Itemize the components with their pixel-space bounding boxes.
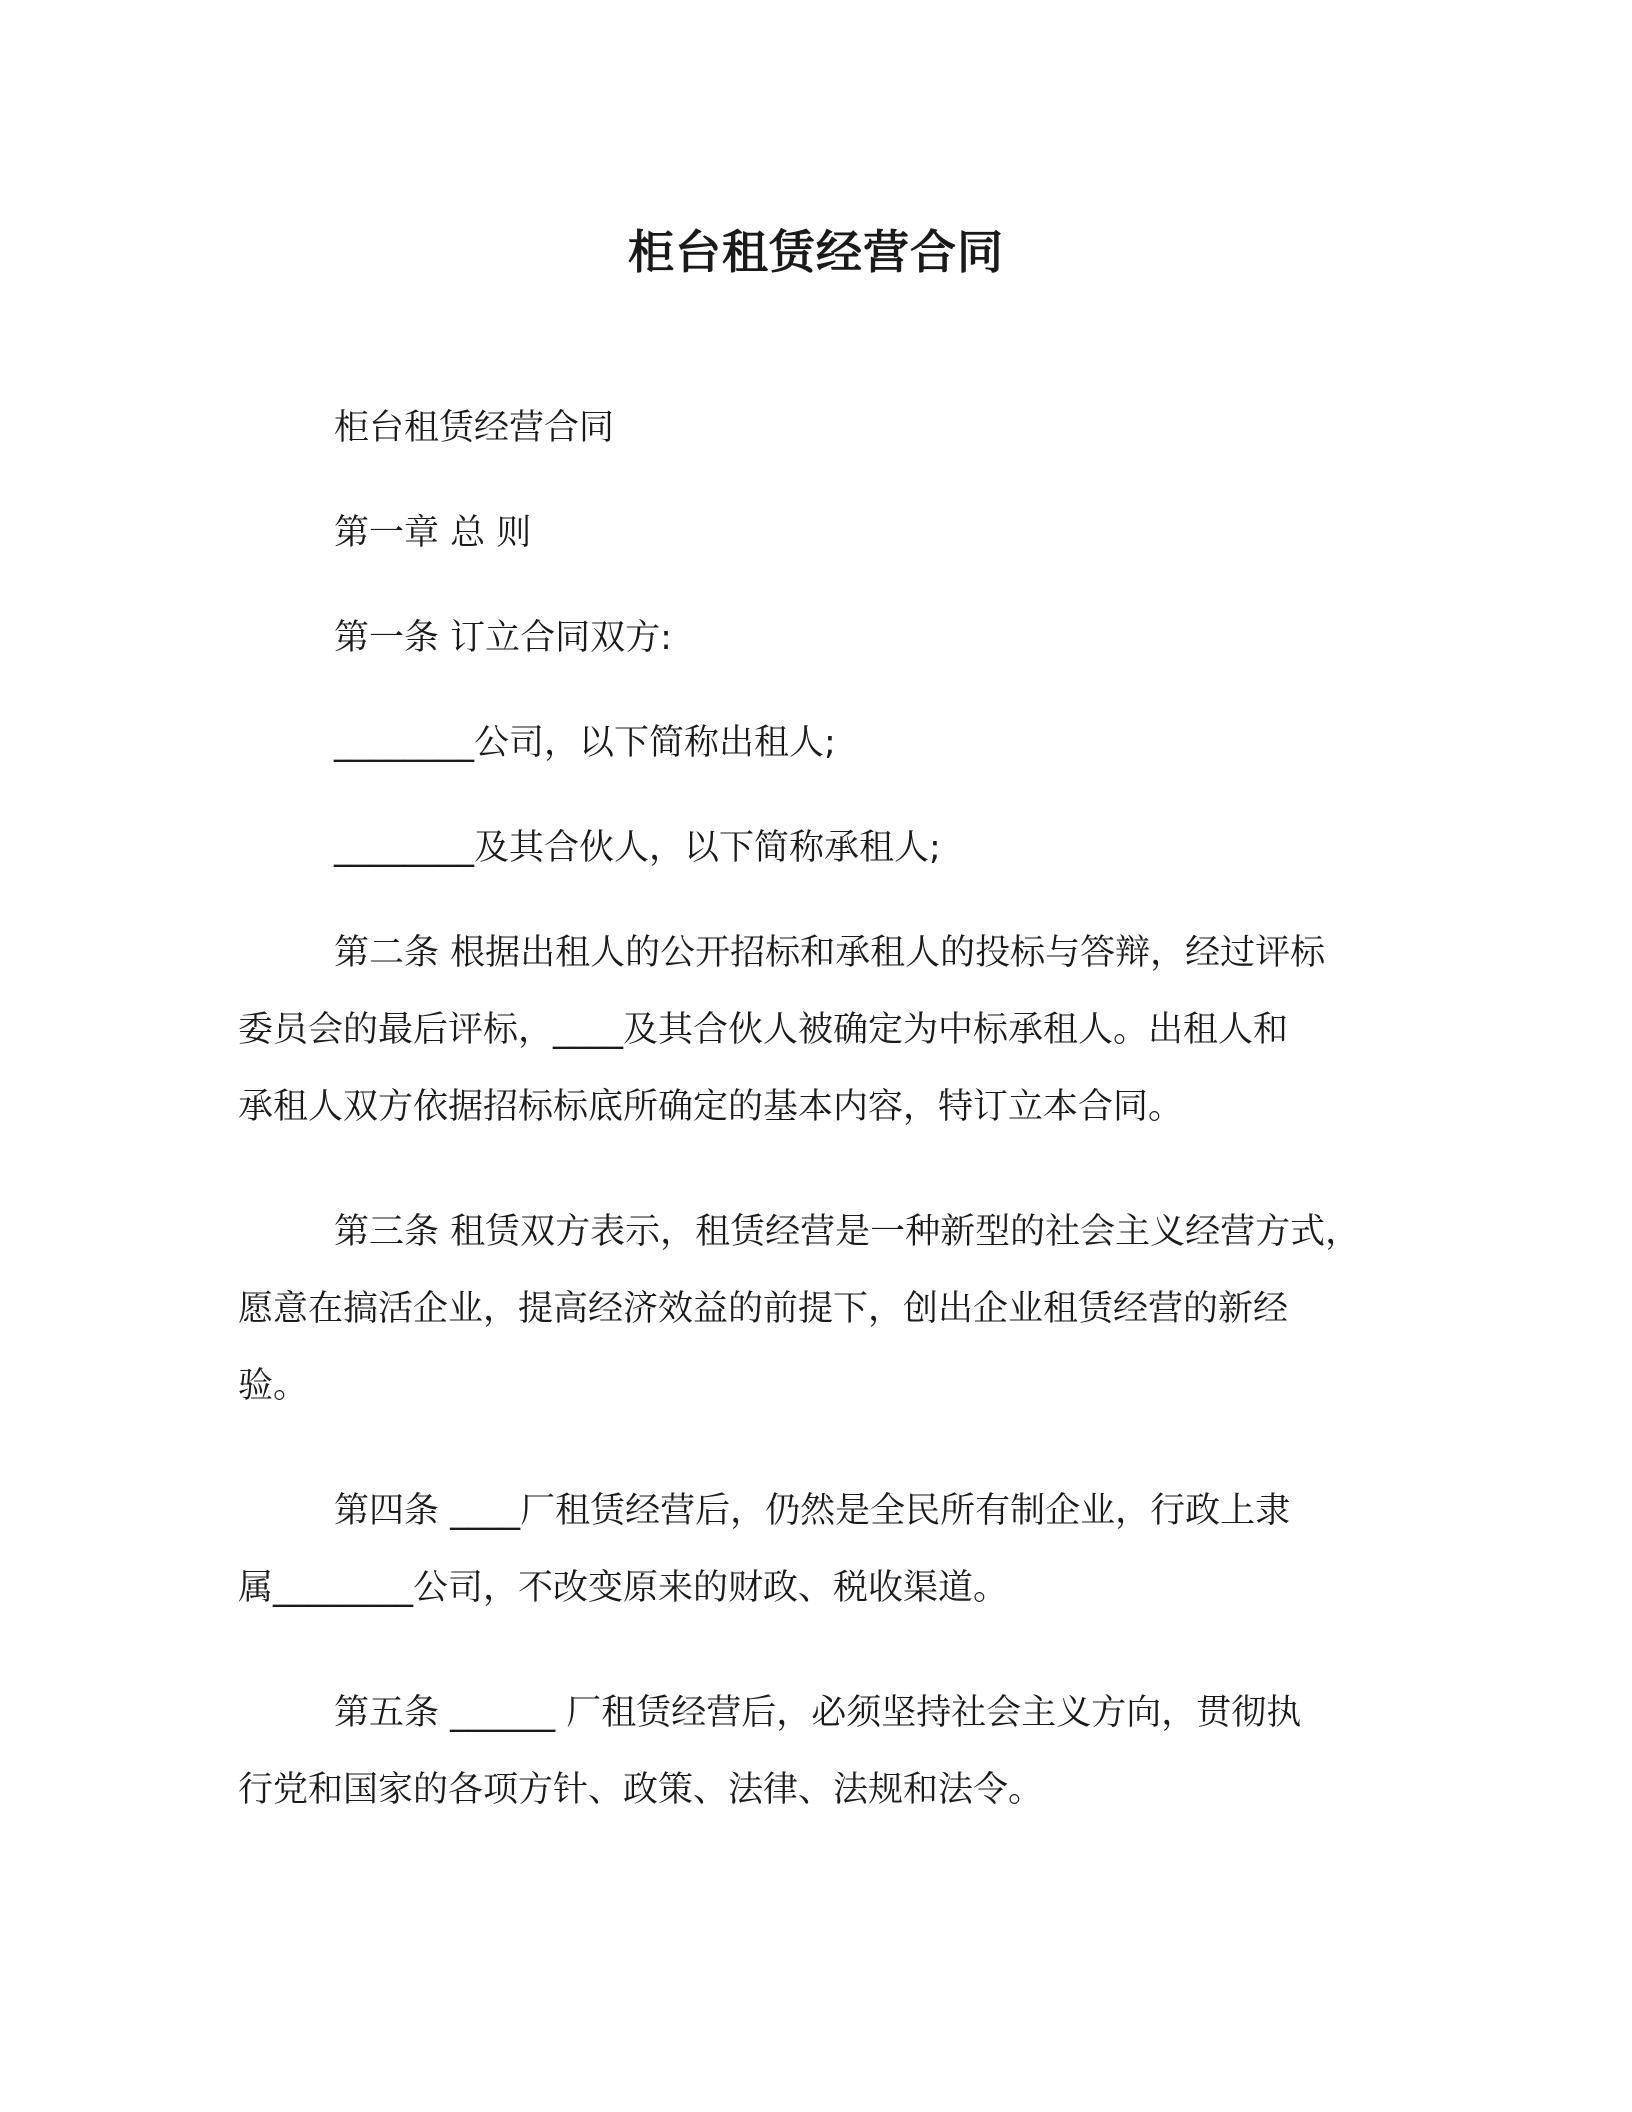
paragraph-line: 第一条 订立合同双方: [334,618,672,658]
paragraph-line: 承租人双方依据招标标底所确定的基本内容，特订立本合同。 [238,1087,1184,1127]
paragraph-line: 第五条 ______ 厂租赁经营后，必须坚持社会主义方向，贯彻执 [334,1693,1302,1733]
paragraph-article-5 [238,1675,1408,1829]
paragraph-line: ________公司，以下简称出租人; [334,723,836,763]
paragraph [238,600,1408,677]
paragraph-article-3 [238,1194,1408,1425]
paragraph-line: 第一章 总 则 [334,513,532,553]
paragraph [238,810,1408,887]
paragraph-line: 属________公司，不改变原来的财政、税收渠道。 [238,1568,1009,1608]
paragraph [238,390,1408,467]
paragraph [238,495,1408,572]
paragraph-line: 行党和国家的各项方针、政策、法律、法规和法令。 [238,1770,1044,1810]
paragraph-line: 第四条 ____厂租赁经营后，仍然是全民所有制企业，行政上隶 [334,1491,1291,1531]
paragraph-line: 验。 [238,1366,309,1406]
paragraph [238,705,1408,782]
paragraph-line: 委员会的最后评标，____及其合伙人被确定为中标承租人。出租人和 [238,1010,1289,1050]
paragraph-article-2 [238,915,1408,1146]
paragraph-line: ________及其合伙人，以下简称承租人; [334,828,941,868]
paragraph-line: 第三条 租赁双方表示，租赁经营是一种新型的社会主义经营方式， [334,1212,1361,1252]
document-body [238,390,1408,1877]
paragraph-line: 第二条 根据出租人的公开招标和承租人的投标与答辩，经过评标 [334,933,1326,973]
paragraph-line: 愿意在搞活企业，提高经济效益的前提下，创出企业租赁经营的新经 [238,1289,1289,1329]
paragraph-line: 柜台租赁经营合同 [334,408,615,448]
document-title: 柜台租赁经营合同 [628,225,1004,279]
paragraph-article-4 [238,1473,1408,1627]
